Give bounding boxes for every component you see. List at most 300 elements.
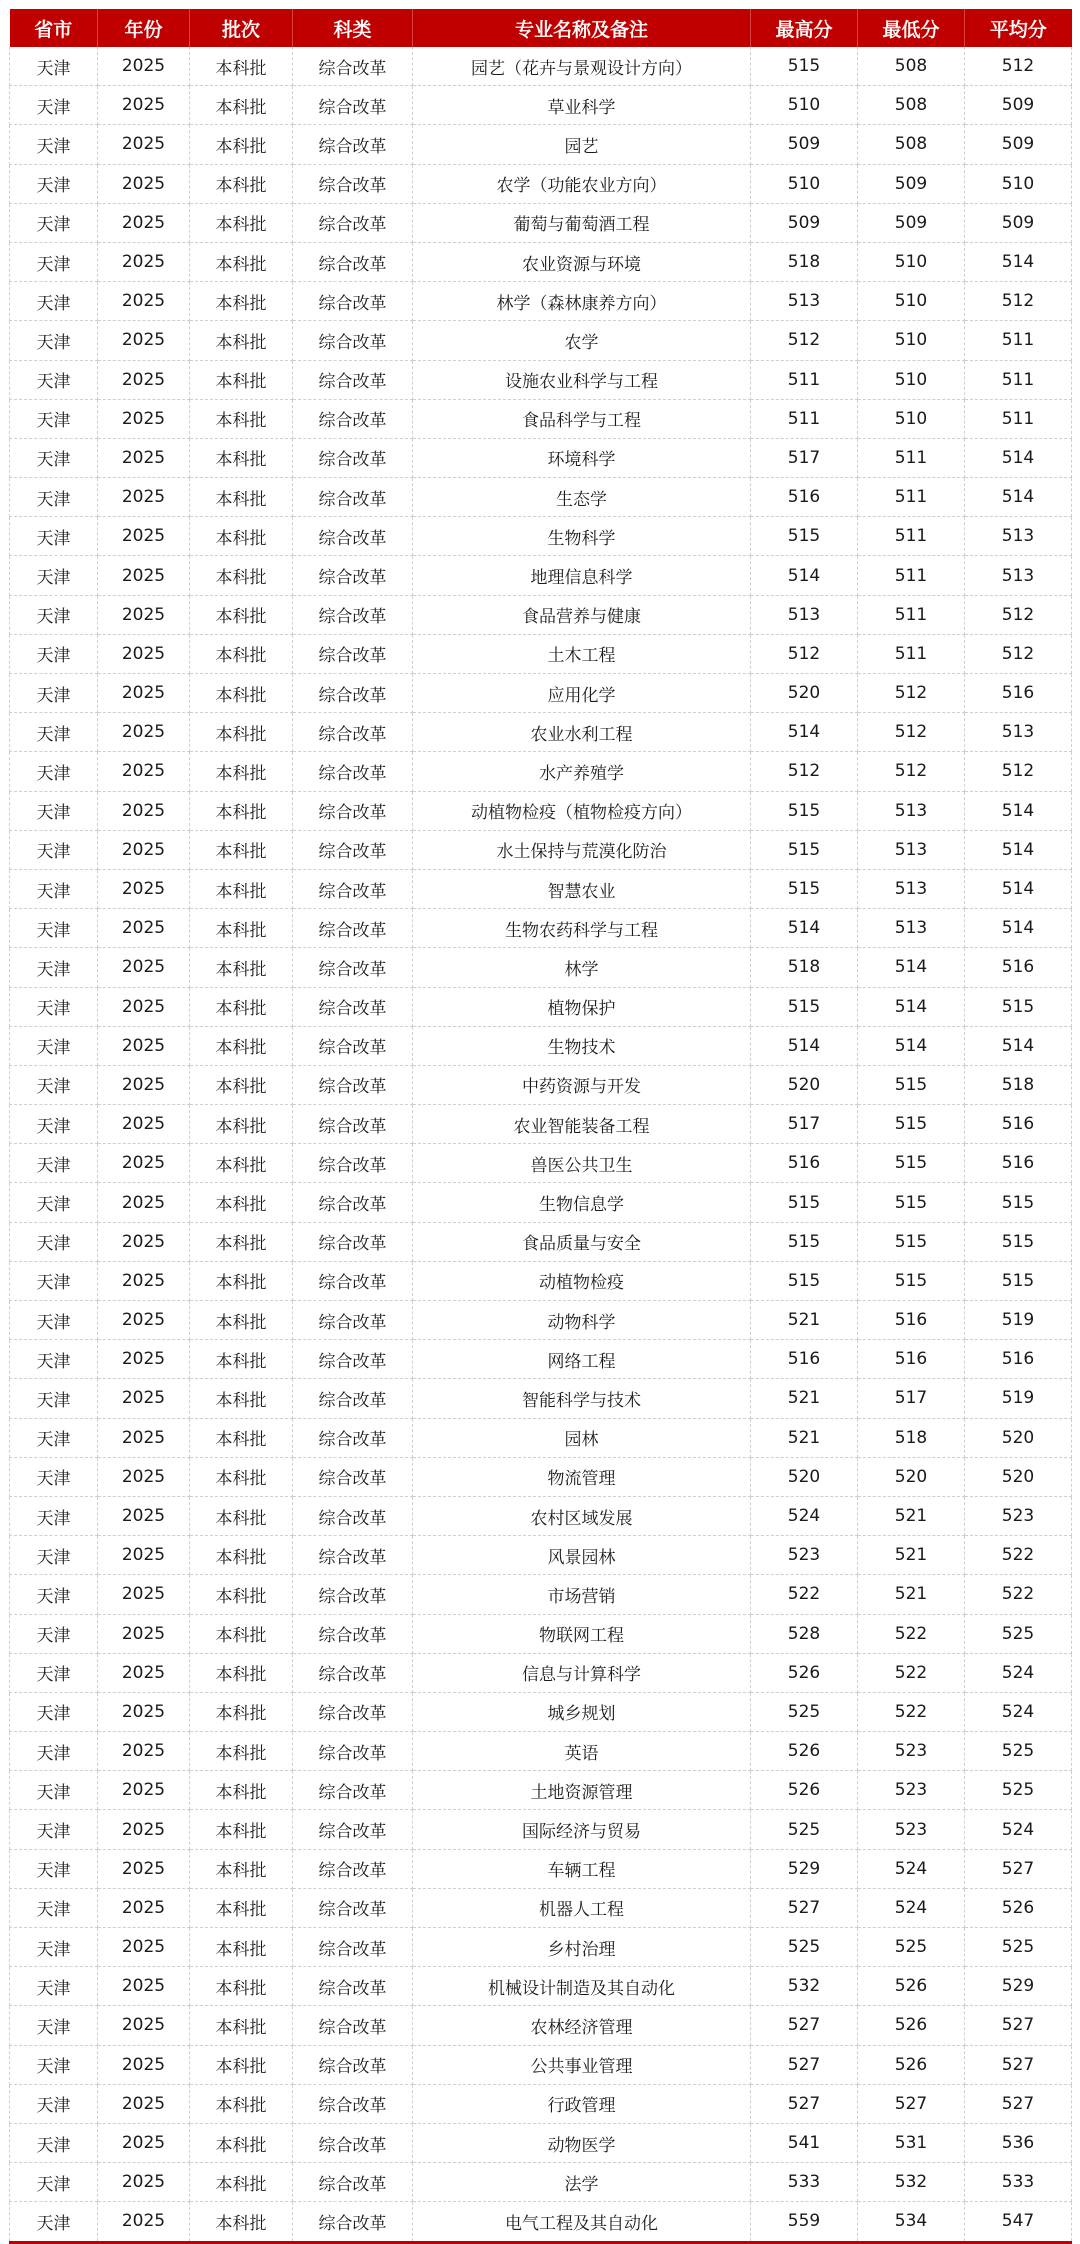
cell-major: 中药资源与开发 <box>413 1065 751 1104</box>
cell-avg-score: 527 <box>965 2045 1072 2084</box>
cell-batch: 本科批 <box>190 478 293 517</box>
cell-major: 信息与计算科学 <box>413 1653 751 1692</box>
cell-year: 2025 <box>98 360 190 399</box>
cell-major: 动植物检疫（植物检疫方向） <box>413 791 751 830</box>
cell-avg-score: 515 <box>965 1261 1072 1300</box>
cell-batch: 本科批 <box>190 830 293 869</box>
cell-category: 综合改革 <box>293 86 413 125</box>
cell-max-score: 513 <box>751 282 858 321</box>
table-row <box>10 1575 1072 1614</box>
table-row <box>10 752 1072 791</box>
cell-min-score: 512 <box>858 674 965 713</box>
cell-min-score: 520 <box>858 1457 965 1496</box>
cell-max-score: 510 <box>751 164 858 203</box>
table-row <box>10 125 1072 164</box>
cell-major: 应用化学 <box>413 674 751 713</box>
cell-batch: 本科批 <box>190 1222 293 1261</box>
cell-avg-score: 509 <box>965 203 1072 242</box>
cell-year: 2025 <box>98 478 190 517</box>
cell-min-score: 523 <box>858 1810 965 1849</box>
table-row <box>10 2163 1072 2202</box>
cell-min-score: 510 <box>858 242 965 281</box>
cell-avg-score: 511 <box>965 360 1072 399</box>
table-row <box>10 47 1072 86</box>
cell-batch: 本科批 <box>190 2123 293 2162</box>
cell-avg-score: 527 <box>965 2084 1072 2123</box>
cell-major: 林学 <box>413 948 751 987</box>
cell-max-score: 527 <box>751 2006 858 2045</box>
cell-avg-score: 514 <box>965 242 1072 281</box>
cell-max-score: 515 <box>751 987 858 1026</box>
table-row <box>10 1105 1072 1144</box>
cell-min-score: 513 <box>858 869 965 908</box>
table-row <box>10 1732 1072 1771</box>
cell-province: 天津 <box>10 987 98 1026</box>
cell-major: 生物信息学 <box>413 1183 751 1222</box>
cell-avg-score: 524 <box>965 1692 1072 1731</box>
table-row <box>10 1065 1072 1104</box>
cell-province: 天津 <box>10 1771 98 1810</box>
cell-category: 综合改革 <box>293 125 413 164</box>
cell-province: 天津 <box>10 282 98 321</box>
table-row <box>10 1340 1072 1379</box>
table-row <box>10 1849 1072 1888</box>
table-row <box>10 2084 1072 2123</box>
cell-year: 2025 <box>98 1457 190 1496</box>
cell-major: 园艺 <box>413 125 751 164</box>
cell-batch: 本科批 <box>190 1536 293 1575</box>
cell-category: 综合改革 <box>293 869 413 908</box>
cell-max-score: 521 <box>751 1301 858 1340</box>
cell-batch: 本科批 <box>190 1888 293 1927</box>
cell-batch: 本科批 <box>190 1732 293 1771</box>
cell-province: 天津 <box>10 948 98 987</box>
cell-batch: 本科批 <box>190 1183 293 1222</box>
cell-major: 环境科学 <box>413 438 751 477</box>
table-row <box>10 1810 1072 1849</box>
cell-avg-score: 519 <box>965 1301 1072 1340</box>
cell-province: 天津 <box>10 1575 98 1614</box>
cell-category: 综合改革 <box>293 1653 413 1692</box>
cell-year: 2025 <box>98 595 190 634</box>
cell-avg-score: 514 <box>965 478 1072 517</box>
cell-major: 农业水利工程 <box>413 713 751 752</box>
cell-major: 生态学 <box>413 478 751 517</box>
cell-province: 天津 <box>10 752 98 791</box>
cell-category: 综合改革 <box>293 595 413 634</box>
cell-avg-score: 536 <box>965 2123 1072 2162</box>
cell-province: 天津 <box>10 713 98 752</box>
cell-category: 综合改革 <box>293 1457 413 1496</box>
table-row <box>10 1888 1072 1927</box>
cell-year: 2025 <box>98 1340 190 1379</box>
cell-avg-score: 526 <box>965 1888 1072 1927</box>
cell-year: 2025 <box>98 1614 190 1653</box>
cell-batch: 本科批 <box>190 1065 293 1104</box>
cell-province: 天津 <box>10 2084 98 2123</box>
cell-batch: 本科批 <box>190 752 293 791</box>
cell-min-score: 515 <box>858 1183 965 1222</box>
cell-batch: 本科批 <box>190 86 293 125</box>
cell-province: 天津 <box>10 1144 98 1183</box>
cell-min-score: 522 <box>858 1614 965 1653</box>
table-body <box>10 47 1072 2242</box>
cell-max-score: 513 <box>751 595 858 634</box>
cell-max-score: 515 <box>751 47 858 86</box>
cell-avg-score: 522 <box>965 1575 1072 1614</box>
table-row <box>10 1928 1072 1967</box>
cell-avg-score: 514 <box>965 830 1072 869</box>
cell-batch: 本科批 <box>190 1967 293 2006</box>
cell-min-score: 526 <box>858 2045 965 2084</box>
cell-province: 天津 <box>10 595 98 634</box>
cell-max-score: 525 <box>751 1810 858 1849</box>
cell-category: 综合改革 <box>293 909 413 948</box>
cell-min-score: 513 <box>858 909 965 948</box>
cell-year: 2025 <box>98 752 190 791</box>
cell-batch: 本科批 <box>190 321 293 360</box>
cell-category: 综合改革 <box>293 47 413 86</box>
cell-avg-score: 524 <box>965 1653 1072 1692</box>
cell-max-score: 514 <box>751 1026 858 1065</box>
cell-year: 2025 <box>98 1888 190 1927</box>
cell-batch: 本科批 <box>190 1301 293 1340</box>
cell-major: 食品质量与安全 <box>413 1222 751 1261</box>
cell-year: 2025 <box>98 2163 190 2202</box>
cell-min-score: 511 <box>858 634 965 673</box>
cell-year: 2025 <box>98 2006 190 2045</box>
cell-batch: 本科批 <box>190 1614 293 1653</box>
table-row <box>10 791 1072 830</box>
table-row <box>10 203 1072 242</box>
cell-province: 天津 <box>10 438 98 477</box>
cell-min-score: 511 <box>858 478 965 517</box>
cell-category: 综合改革 <box>293 1144 413 1183</box>
cell-year: 2025 <box>98 47 190 86</box>
cell-batch: 本科批 <box>190 360 293 399</box>
cell-province: 天津 <box>10 1496 98 1535</box>
table-row <box>10 1418 1072 1457</box>
cell-avg-score: 515 <box>965 1222 1072 1261</box>
table-row <box>10 399 1072 438</box>
cell-avg-score: 516 <box>965 1105 1072 1144</box>
cell-major: 网络工程 <box>413 1340 751 1379</box>
cell-category: 综合改革 <box>293 1732 413 1771</box>
cell-category: 综合改革 <box>293 1301 413 1340</box>
table-row <box>10 438 1072 477</box>
table-row <box>10 1222 1072 1261</box>
cell-province: 天津 <box>10 321 98 360</box>
cell-year: 2025 <box>98 125 190 164</box>
table-row <box>10 1261 1072 1300</box>
cell-max-score: 520 <box>751 1457 858 1496</box>
cell-province: 天津 <box>10 869 98 908</box>
cell-avg-score: 514 <box>965 869 1072 908</box>
cell-min-score: 510 <box>858 399 965 438</box>
cell-year: 2025 <box>98 1222 190 1261</box>
cell-max-score: 517 <box>751 1105 858 1144</box>
cell-min-score: 513 <box>858 791 965 830</box>
cell-avg-score: 524 <box>965 1810 1072 1849</box>
table-row <box>10 1301 1072 1340</box>
cell-avg-score: 514 <box>965 438 1072 477</box>
cell-min-score: 532 <box>858 2163 965 2202</box>
cell-province: 天津 <box>10 2202 98 2242</box>
cell-max-score: 516 <box>751 1340 858 1379</box>
table-row <box>10 1536 1072 1575</box>
cell-category: 综合改革 <box>293 2045 413 2084</box>
cell-batch: 本科批 <box>190 869 293 908</box>
cell-min-score: 512 <box>858 752 965 791</box>
cell-category: 综合改革 <box>293 164 413 203</box>
cell-year: 2025 <box>98 830 190 869</box>
cell-province: 天津 <box>10 1888 98 1927</box>
cell-province: 天津 <box>10 1261 98 1300</box>
cell-category: 综合改革 <box>293 2006 413 2045</box>
cell-major: 农学 <box>413 321 751 360</box>
cell-min-score: 525 <box>858 1928 965 1967</box>
cell-province: 天津 <box>10 164 98 203</box>
cell-major: 机器人工程 <box>413 1888 751 1927</box>
cell-batch: 本科批 <box>190 1026 293 1065</box>
cell-avg-score: 547 <box>965 2202 1072 2242</box>
cell-major: 设施农业科学与工程 <box>413 360 751 399</box>
cell-max-score: 526 <box>751 1771 858 1810</box>
cell-min-score: 509 <box>858 203 965 242</box>
cell-major: 兽医公共卫生 <box>413 1144 751 1183</box>
cell-province: 天津 <box>10 360 98 399</box>
cell-batch: 本科批 <box>190 1379 293 1418</box>
cell-max-score: 509 <box>751 125 858 164</box>
cell-min-score: 521 <box>858 1536 965 1575</box>
cell-min-score: 523 <box>858 1771 965 1810</box>
cell-max-score: 520 <box>751 674 858 713</box>
cell-min-score: 508 <box>858 47 965 86</box>
cell-avg-score: 512 <box>965 282 1072 321</box>
cell-year: 2025 <box>98 1379 190 1418</box>
cell-min-score: 524 <box>858 1888 965 1927</box>
cell-province: 天津 <box>10 125 98 164</box>
cell-category: 综合改革 <box>293 1183 413 1222</box>
cell-max-score: 529 <box>751 1849 858 1888</box>
cell-year: 2025 <box>98 948 190 987</box>
cell-major: 生物科学 <box>413 517 751 556</box>
cell-category: 综合改革 <box>293 2123 413 2162</box>
cell-avg-score: 523 <box>965 1496 1072 1535</box>
cell-avg-score: 520 <box>965 1457 1072 1496</box>
cell-major: 法学 <box>413 2163 751 2202</box>
cell-major: 农林经济管理 <box>413 2006 751 2045</box>
cell-year: 2025 <box>98 1496 190 1535</box>
cell-year: 2025 <box>98 1928 190 1967</box>
cell-province: 天津 <box>10 1105 98 1144</box>
cell-batch: 本科批 <box>190 909 293 948</box>
cell-min-score: 518 <box>858 1418 965 1457</box>
table-header-row <box>10 9 1072 47</box>
cell-major: 行政管理 <box>413 2084 751 2123</box>
cell-batch: 本科批 <box>190 2163 293 2202</box>
table-row <box>10 2123 1072 2162</box>
cell-max-score: 533 <box>751 2163 858 2202</box>
cell-max-score: 526 <box>751 1732 858 1771</box>
table-row <box>10 909 1072 948</box>
table-row <box>10 1457 1072 1496</box>
table-row <box>10 1653 1072 1692</box>
cell-min-score: 511 <box>858 595 965 634</box>
cell-category: 综合改革 <box>293 321 413 360</box>
cell-major: 草业科学 <box>413 86 751 125</box>
cell-avg-score: 516 <box>965 948 1072 987</box>
cell-batch: 本科批 <box>190 2006 293 2045</box>
cell-max-score: 515 <box>751 1261 858 1300</box>
cell-year: 2025 <box>98 1065 190 1104</box>
cell-major: 农业资源与环境 <box>413 242 751 281</box>
cell-year: 2025 <box>98 2084 190 2123</box>
cell-major: 林学（森林康养方向） <box>413 282 751 321</box>
cell-major: 动植物检疫 <box>413 1261 751 1300</box>
table-row <box>10 830 1072 869</box>
cell-province: 天津 <box>10 830 98 869</box>
cell-batch: 本科批 <box>190 987 293 1026</box>
cell-batch: 本科批 <box>190 1928 293 1967</box>
cell-avg-score: 512 <box>965 752 1072 791</box>
cell-year: 2025 <box>98 1183 190 1222</box>
cell-min-score: 523 <box>858 1732 965 1771</box>
cell-min-score: 511 <box>858 556 965 595</box>
cell-category: 综合改革 <box>293 1105 413 1144</box>
cell-major: 土地资源管理 <box>413 1771 751 1810</box>
cell-major: 动物科学 <box>413 1301 751 1340</box>
cell-avg-score: 527 <box>965 1849 1072 1888</box>
cell-province: 天津 <box>10 1536 98 1575</box>
cell-major: 城乡规划 <box>413 1692 751 1731</box>
cell-year: 2025 <box>98 1026 190 1065</box>
cell-max-score: 527 <box>751 2045 858 2084</box>
cell-max-score: 510 <box>751 86 858 125</box>
table-row <box>10 321 1072 360</box>
cell-major: 生物技术 <box>413 1026 751 1065</box>
cell-year: 2025 <box>98 1261 190 1300</box>
cell-avg-score: 513 <box>965 713 1072 752</box>
cell-max-score: 514 <box>751 713 858 752</box>
cell-max-score: 526 <box>751 1653 858 1692</box>
cell-province: 天津 <box>10 1732 98 1771</box>
cell-major: 园林 <box>413 1418 751 1457</box>
cell-batch: 本科批 <box>190 1105 293 1144</box>
cell-major: 水土保持与荒漠化防治 <box>413 830 751 869</box>
cell-year: 2025 <box>98 321 190 360</box>
cell-batch: 本科批 <box>190 1575 293 1614</box>
cell-year: 2025 <box>98 2123 190 2162</box>
table-row <box>10 1614 1072 1653</box>
cell-min-score: 526 <box>858 1967 965 2006</box>
cell-min-score: 526 <box>858 2006 965 2045</box>
cell-category: 综合改革 <box>293 203 413 242</box>
cell-min-score: 521 <box>858 1575 965 1614</box>
cell-province: 天津 <box>10 399 98 438</box>
cell-avg-score: 510 <box>965 164 1072 203</box>
cell-category: 综合改革 <box>293 1928 413 1967</box>
table-row <box>10 164 1072 203</box>
table-row <box>10 869 1072 908</box>
cell-max-score: 532 <box>751 1967 858 2006</box>
cell-min-score: 512 <box>858 713 965 752</box>
cell-major: 土木工程 <box>413 634 751 673</box>
cell-avg-score: 516 <box>965 1144 1072 1183</box>
cell-major: 智能科学与技术 <box>413 1379 751 1418</box>
table-row <box>10 1183 1072 1222</box>
cell-year: 2025 <box>98 1653 190 1692</box>
cell-province: 天津 <box>10 2045 98 2084</box>
cell-province: 天津 <box>10 1301 98 1340</box>
cell-category: 综合改革 <box>293 1222 413 1261</box>
cell-batch: 本科批 <box>190 2084 293 2123</box>
cell-batch: 本科批 <box>190 1261 293 1300</box>
cell-min-score: 515 <box>858 1222 965 1261</box>
cell-avg-score: 512 <box>965 47 1072 86</box>
cell-category: 综合改革 <box>293 1261 413 1300</box>
cell-category: 综合改革 <box>293 242 413 281</box>
cell-province: 天津 <box>10 674 98 713</box>
table-row <box>10 1144 1072 1183</box>
cell-province: 天津 <box>10 2123 98 2162</box>
cell-category: 综合改革 <box>293 282 413 321</box>
cell-major: 植物保护 <box>413 987 751 1026</box>
cell-avg-score: 514 <box>965 909 1072 948</box>
cell-year: 2025 <box>98 1301 190 1340</box>
cell-max-score: 515 <box>751 791 858 830</box>
table-row <box>10 478 1072 517</box>
score-table-container <box>9 9 1071 2244</box>
cell-category: 综合改革 <box>293 791 413 830</box>
table-row <box>10 2006 1072 2045</box>
cell-max-score: 512 <box>751 634 858 673</box>
cell-province: 天津 <box>10 1692 98 1731</box>
cell-avg-score: 518 <box>965 1065 1072 1104</box>
cell-category: 综合改革 <box>293 1065 413 1104</box>
cell-category: 综合改革 <box>293 2202 413 2242</box>
cell-max-score: 512 <box>751 752 858 791</box>
cell-batch: 本科批 <box>190 595 293 634</box>
table-row <box>10 360 1072 399</box>
cell-batch: 本科批 <box>190 2045 293 2084</box>
cell-min-score: 513 <box>858 830 965 869</box>
cell-category: 综合改革 <box>293 1888 413 1927</box>
cell-category: 综合改革 <box>293 1575 413 1614</box>
cell-major: 地理信息科学 <box>413 556 751 595</box>
cell-avg-score: 527 <box>965 2006 1072 2045</box>
cell-major: 水产养殖学 <box>413 752 751 791</box>
cell-min-score: 514 <box>858 987 965 1026</box>
cell-max-score: 518 <box>751 948 858 987</box>
cell-major: 乡村治理 <box>413 1928 751 1967</box>
cell-max-score: 522 <box>751 1575 858 1614</box>
cell-avg-score: 525 <box>965 1928 1072 1967</box>
cell-min-score: 531 <box>858 2123 965 2162</box>
cell-batch: 本科批 <box>190 948 293 987</box>
cell-max-score: 525 <box>751 1928 858 1967</box>
cell-year: 2025 <box>98 1105 190 1144</box>
cell-province: 天津 <box>10 517 98 556</box>
cell-min-score: 534 <box>858 2202 965 2242</box>
cell-major: 动物医学 <box>413 2123 751 2162</box>
cell-province: 天津 <box>10 791 98 830</box>
cell-batch: 本科批 <box>190 47 293 86</box>
cell-year: 2025 <box>98 282 190 321</box>
cell-batch: 本科批 <box>190 1653 293 1692</box>
cell-province: 天津 <box>10 1928 98 1967</box>
cell-batch: 本科批 <box>190 282 293 321</box>
